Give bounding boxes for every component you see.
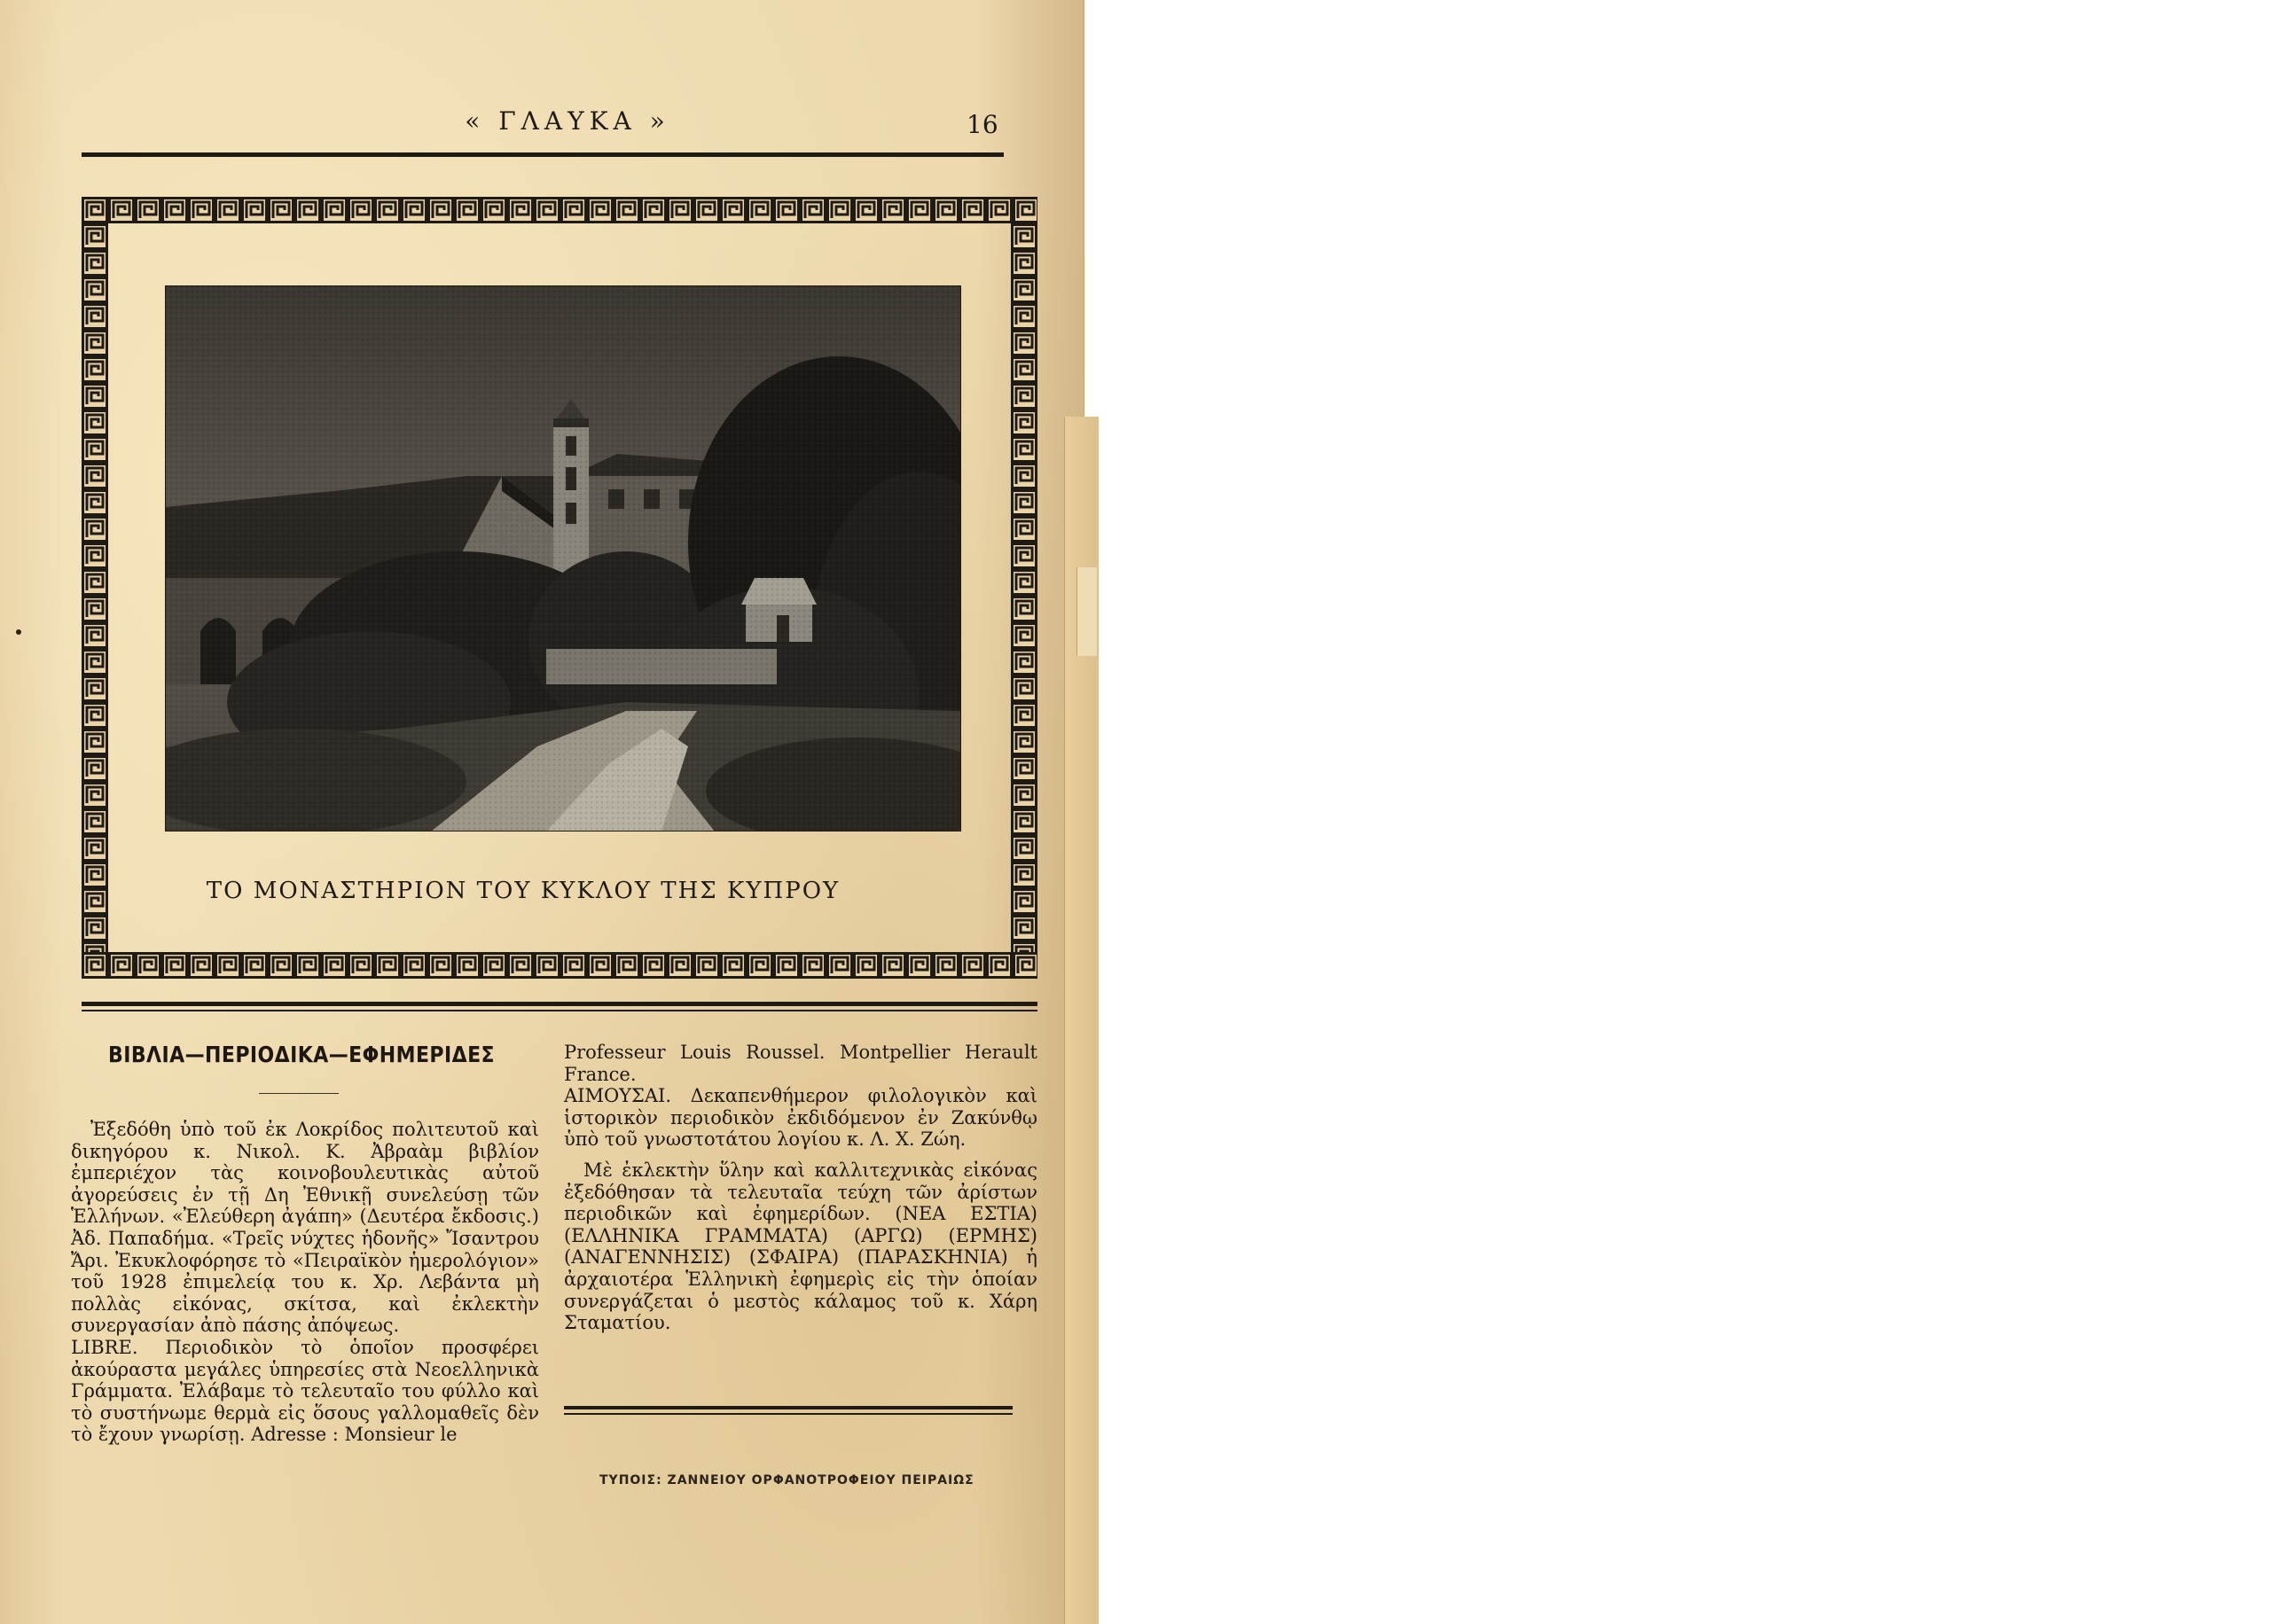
ink-speck: [16, 629, 21, 635]
newspaper-page: [0, 0, 1084, 1624]
left-column: [71, 1119, 539, 1446]
greek-key-border-top-icon: [82, 197, 1037, 223]
left-paragraph-2: LIBRE. Περιοδικὸν τὸ ὁποῖον προσφέρει ἀκούραστα μεγάλες ὑπηρεσίες στὰ Νεοελληνικὰ Γράμματα. Ἐλάβαμε τὸ τελευταῖο του φύλλο καὶ τὸ συστήνωμε θερμὰ εἰς ὅσους γαλλομαθεῖς δὲν τὸ ἔχουν γνωρίσῃ. Adresse : Monsieur le: [71, 1336, 539, 1446]
left-paragraph-1: Ἐξεδόθη ὑπὸ τοῦ ἐκ Λοκρίδος πολιτευτοῦ καὶ δικηγόρου κ. Νικολ. Κ. Ἀβραὰμ βιβλίον ἐμπεριέχον τὰς κοινοβουλευτικὰς αὐτοῦ ἀγορεύσεις ἐν τῇ Δη Ἐθνικῇ συνελεύσῃ τῶν Ἑλλήνων. «Ἐλεύθερη ἀγάπη» (Δευτέρα ἔκδοσις.) Ἀδ. Παπαδήμα. «Τρεῖς νύχτες ἡδονῆς» Ἴσαντρου Ἄρι. Ἐκυκλοφόρησε τὸ «Πειραϊκὸν ἡμερολόγιον» τοῦ 1928 ἐπιμελείᾳ του κ. Χρ. Λεβάντα μὴ πολλὰς εἰκόνας, σκίτσα, καὶ ἐκλεκτὴν συνεργασίαν ἀπὸ πάσης ἀπόψεως.: [71, 1119, 539, 1337]
page-tear: [1076, 567, 1097, 656]
page-number: 16: [967, 110, 998, 139]
greek-key-border-right-icon: [1011, 223, 1037, 952]
section-rule-thin: [82, 1010, 1037, 1011]
section-heading: ΒΙΒΛΙΑ—ΠΕΡΙΟΔΙΚΑ—ΕΦΗΜΕΡΙΔΕΣ: [107, 1042, 496, 1067]
figure-caption: ΤΟ ΜΟΝΑΣΤΗΡΙΟΝ ΤΟΥ ΚΥΚΛΟΥ ΤΗΣ ΚΥΠΡΟΥ: [206, 878, 841, 904]
running-title: « ΓΛΑΥΚΑ »: [465, 106, 670, 136]
header-rule: [82, 152, 1004, 157]
right-paragraph-3: Μὲ ἐκλεκτὴν ὕλην καὶ καλλιτεχνικὰς εἰκόνας ἐξεδόθησαν τὰ τελευταῖα τεύχη τῶν ἀρίστων περιοδικῶν καὶ ἐφημερίδων. (ΝΕΑ ΕΣΤΙΑ) (ΕΛΛΗΝΙΚΑ ΓΡΑΜΜΑΤΑ) (ΑΡΓΩ) (ΕΡΜΗΣ) (ΑΝΑΓΕΝΝΗΣΙΣ) (ΣΦΑΙΡΑ) (ΠΑΡΑΣΚΗΝΙΑ) ἡ ἀρχαιοτέρα Ἑλληνικὴ ἐφημερὶς εἰς τὴν ὁποίαν συνεργάζεται ὁ μεστὸς κάλαμος τοῦ κ. Χάρη Σταματίου.: [564, 1159, 1037, 1334]
monastery-photo: [165, 285, 961, 832]
closing-rule-thick: [564, 1406, 1013, 1409]
right-paragraph-2: ΑΙΜΟΥΣΑΙ. Δεκαπενθήμερον φιλολογικὸν καὶ ἱστορικὸν περιοδικὸν ἐκδιδόμενον ἐν Ζακύνθῳ ὑπὸ τοῦ γνωστοτάτου λογίου κ. Λ. Χ. Ζώη.: [564, 1085, 1037, 1151]
heading-underline: [259, 1093, 339, 1094]
right-paragraph-1: Professeur Louis Roussel. Montpellier Herault France.: [564, 1042, 1037, 1085]
greek-key-border-bottom-icon: [82, 952, 1037, 979]
printer-imprint: ΤΥΠΟΙΣ: ΖΑΝΝΕΙΟΥ ΟΡΦΑΝΟΤΡΟΦΕΙΟΥ ΠΕΙΡΑΙΩΣ: [599, 1473, 975, 1487]
greek-key-border-left-icon: [82, 223, 108, 952]
closing-rule-thin: [564, 1413, 1013, 1415]
right-column: [564, 1042, 1037, 1334]
section-rule-thick: [82, 1002, 1037, 1006]
